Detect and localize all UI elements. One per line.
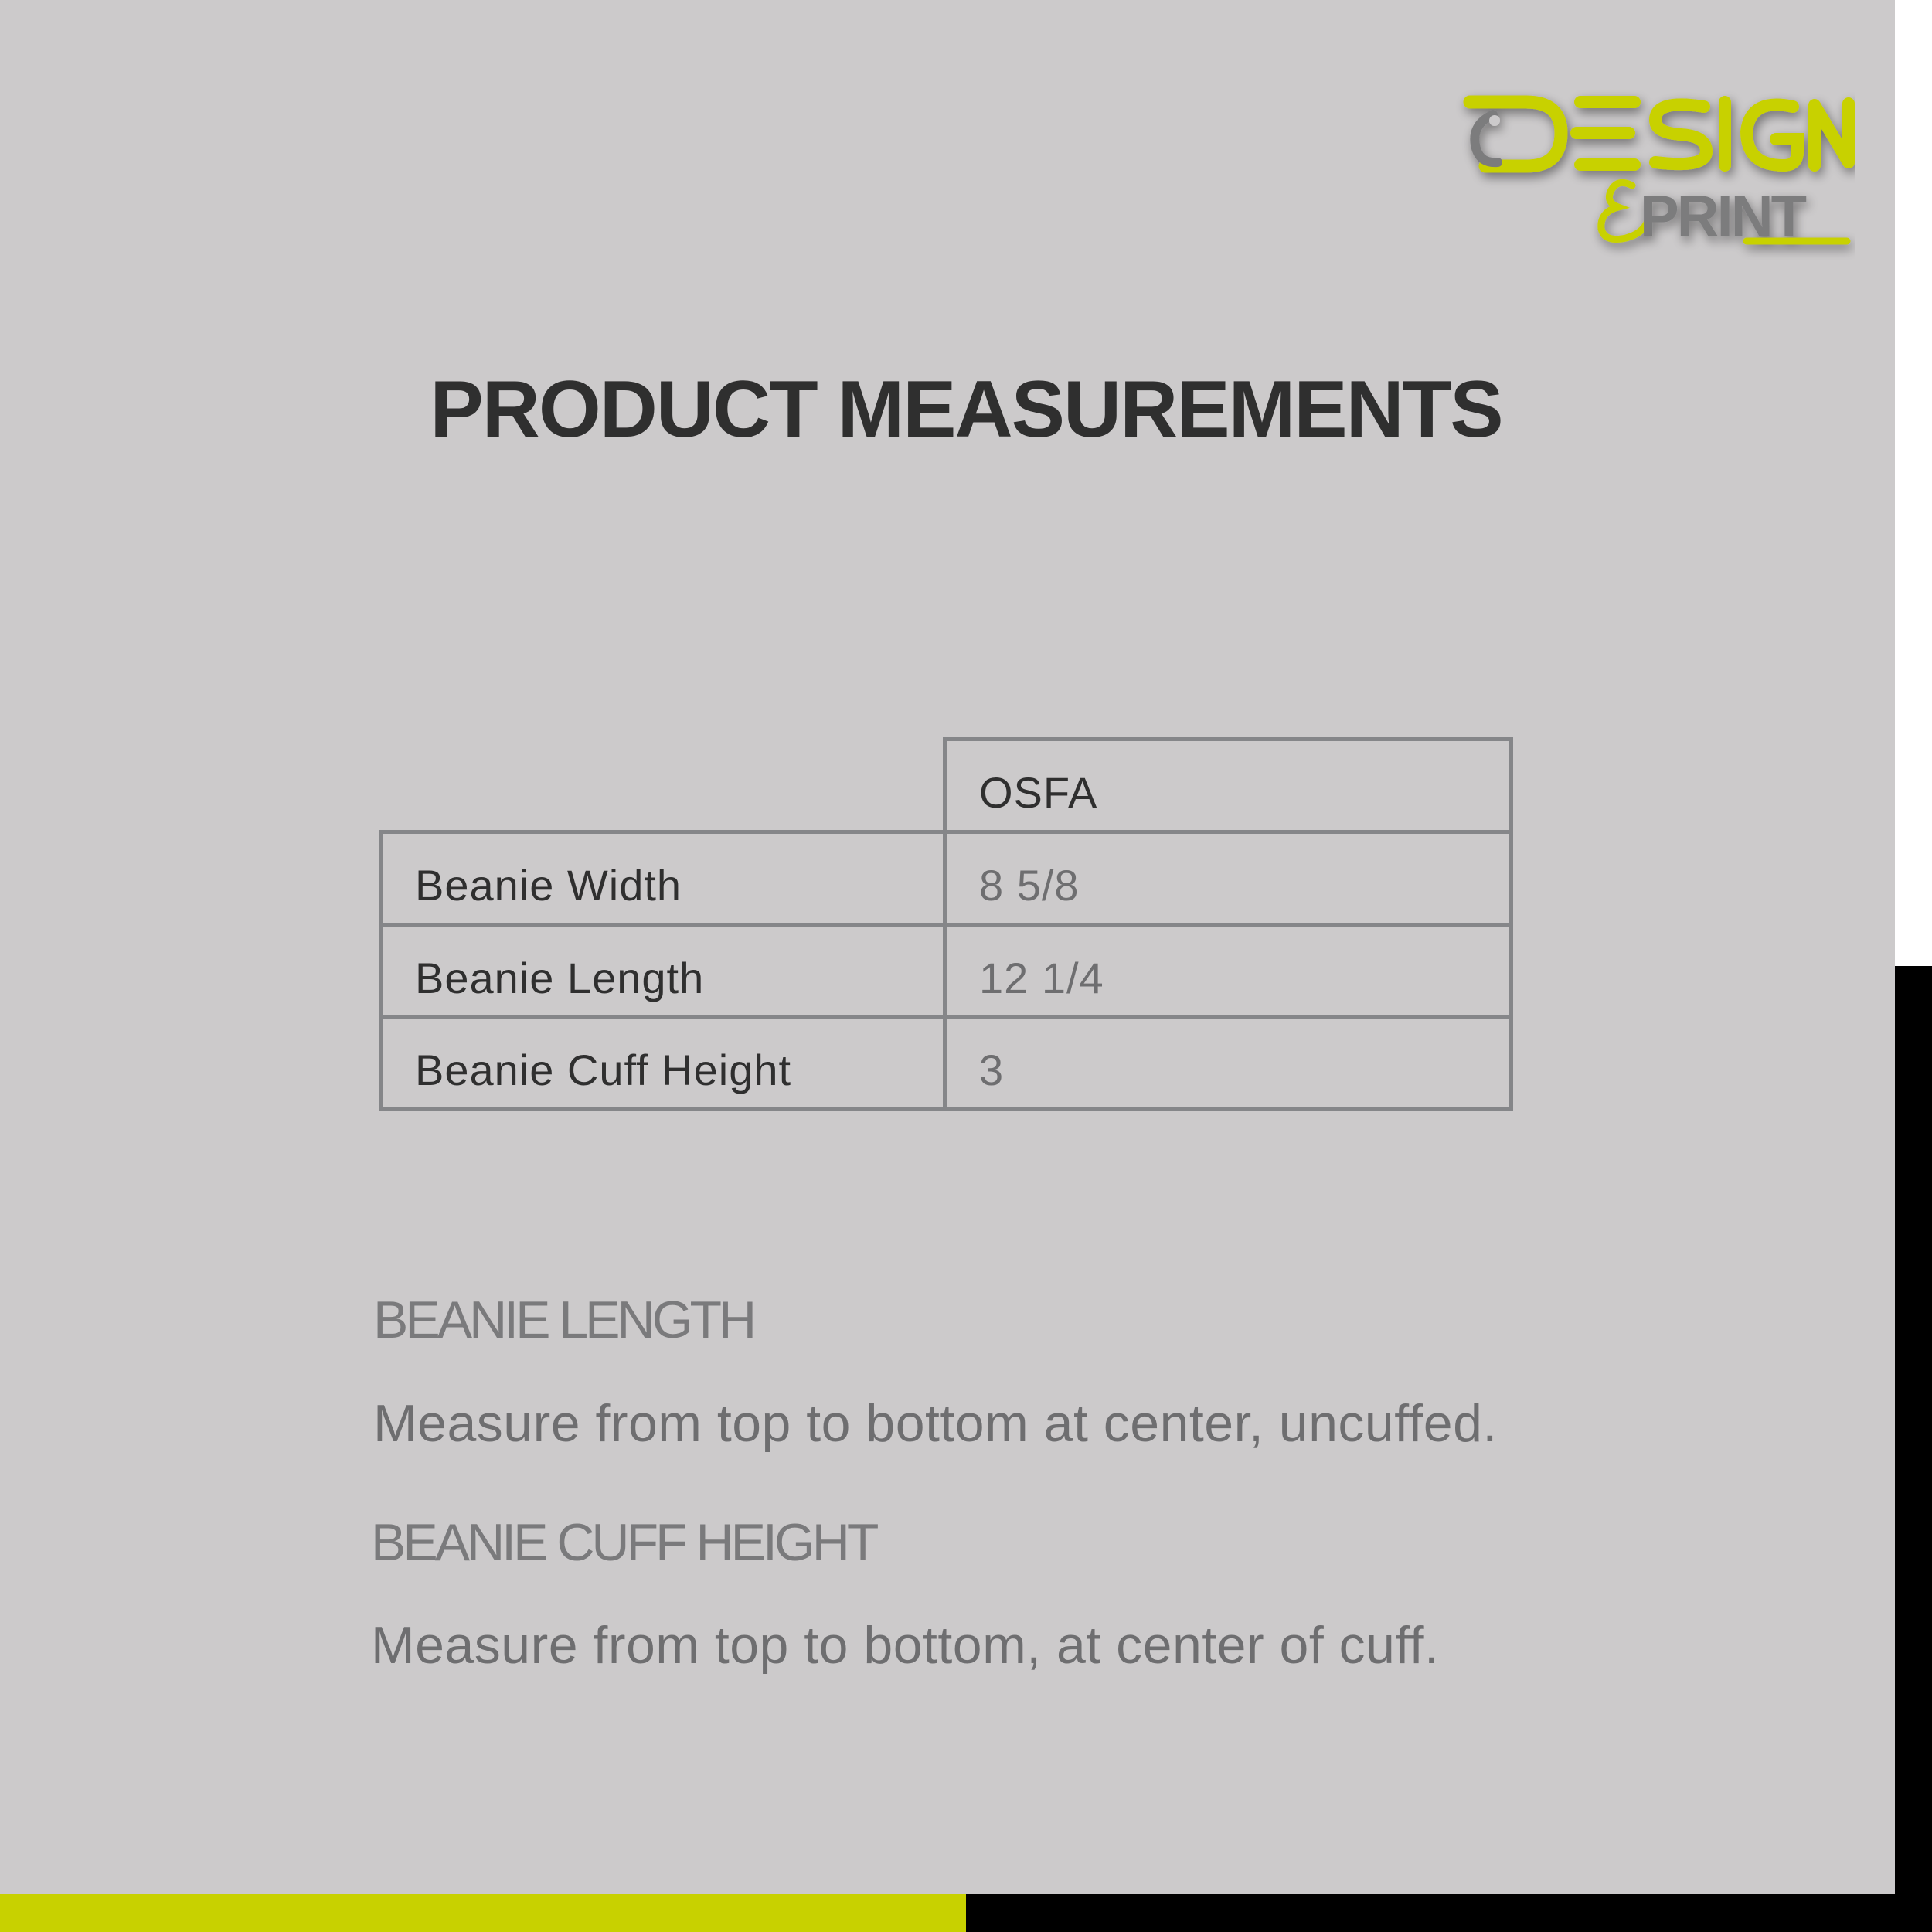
section-text-cuff-height: Measure from top to bottom, at center of cuff. — [371, 1616, 1440, 1675]
row-label-width: Beanie Width — [379, 830, 947, 927]
section-heading-length: BEANIE LENGTH — [373, 1291, 754, 1349]
row-value-length: 12 1/4 — [943, 923, 1513, 1019]
row-label-cuff-height: Beanie Cuff Height — [379, 1015, 947, 1111]
brand-logo — [1453, 85, 1855, 263]
accent-strip — [0, 1894, 966, 1932]
row-value-width: 8 5/8 — [943, 830, 1513, 927]
svg-text:PRINT: PRINT — [1640, 184, 1804, 250]
column-header-osfa: OSFA — [943, 737, 1513, 834]
section-heading-cuff-height: BEANIE CUFF HEIGHT — [371, 1513, 876, 1572]
row-value-cuff-height: 3 — [943, 1015, 1513, 1111]
section-text-length: Measure from top to bottom at center, uncuffed. — [373, 1394, 1498, 1453]
row-label-length: Beanie Length — [379, 923, 947, 1019]
page-title: PRODUCT MEASUREMENTS — [430, 365, 1502, 454]
measurements-table — [379, 737, 1513, 1111]
